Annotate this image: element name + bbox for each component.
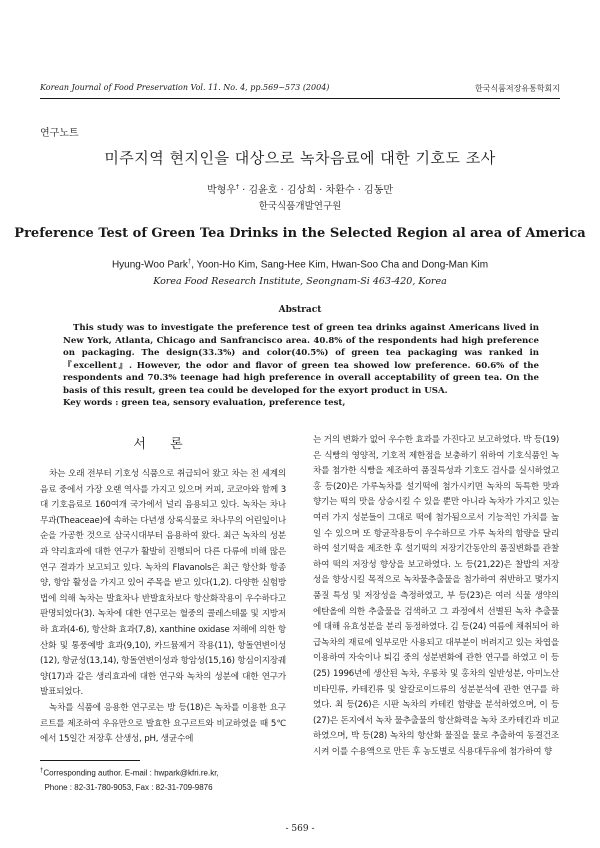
header-rule — [40, 98, 560, 99]
journal-citation: Korean Journal of Food Preservation Vol. 11. No. 4, pp.569~573 (2004) — [40, 83, 330, 92]
running-header — [40, 83, 560, 97]
footnote-phone: Phone : 82-31-780-9053, Fax : 82-31-709-9876 — [44, 782, 213, 792]
introduction-heading: 서 론 — [133, 437, 193, 452]
affiliation-korean: 한국식품개발연구원 — [258, 201, 342, 212]
page-number: - 569 - — [285, 824, 315, 834]
body-paragraph: 녹차를 식품에 응용한 연구로는 방 등(18)은 녹차를 이용한 요구르트를 제조하여 우유만으로 발효한 요구르트와 비교하였을 때 5℃에서 15일간 저장후 산생성, pH, 생균수에 — [40, 702, 286, 745]
title-korean: 미주지역 현지인을 대상으로 녹차음료에 대한 기호도 조사 — [104, 149, 496, 167]
affiliation-english: Korea Food Research Institute, Seongnam-Si 463-420, Korea — [153, 276, 447, 287]
footnote — [40, 764, 286, 795]
body-paragraph: 차는 오래 전부터 기호성 식품으로 취급되어 왔고 차는 전 세계의 음료 중에서 가장 오랜 역사를 가지고 있으며 커피, 코코아와 함께 3대 기호음료로 160여개 국가에서 널리 음용되고 있다. 녹차는 차나무과(Theaceae)에 속하는 다년생 상록식물로 차나무의 어린잎이나 순을 가공한 것으로 삼국시대부터 음용하여 왔다. 최근 녹차의 성분과 약리효과에 대한 연구가 활발히 진행되어 다른 다류에 비해 많은 연구 결과가 보고되고 있다. 녹차의 Flavanols은 최근 항산화 항종양, 항암 활성을 가지고 있어 주목을 받고 있다(1,2). 다양한 실험방법에 의해 녹차는 발효차나 반발효차보다 항산화작용이 우수하다고 판명되었다(3). 녹차에 대한 연구로는 혈중의 콜레스테롤 및 지방저하 효과(4-6), 항산화 효과(7,8), xanthine oxidase 저해에 의한 항산화 및 통풍예방 효과(9,10), 카드뮴제거 작용(11), 항돌연변이성 (12), 항균성(13,14), 항돌연변이성과 항암성(15,16) 항심이지장궤양(17)과 같은 생리효과에 대한 연구와 녹차의 성분에 대한 연구가 발표되었다. — [40, 469, 286, 698]
corresponding-mark-en: † — [187, 259, 192, 265]
other-authors-korean: · 김윤호 · 김상희 · 차환수 · 김동만 — [238, 185, 394, 196]
footnote-rule — [40, 760, 140, 761]
authors-korean — [0, 181, 600, 196]
first-author-korean: 박형우 — [206, 185, 236, 196]
corresponding-mark: † — [235, 183, 239, 191]
title-english: Preference Test of Green Tea Drinks in the Selected Region al area of America — [14, 226, 586, 241]
section-label: 연구노트 — [40, 128, 79, 139]
keywords: Key words : green tea, sensory evaluation, preference test, — [63, 398, 346, 408]
journal-name-korean: 한국식품저장유통학회지 — [474, 84, 560, 93]
other-authors-english: , Yoon-Ho Kim, Sang-Hee Kim, Hwan-Soo Cha and Dong-Man Kim — [191, 259, 489, 271]
body-paragraph: 는 거의 변화가 없어 우수한 효과를 가진다고 보고하였다. 박 등(19)은 식빵의 영양적, 기호적 제한점을 보충하기 위하여 기호식품인 녹차를 첨가한 식빵을 제조하여 품질특성과 기호도 검사를 실시하였고 홍 등(20)은 가루녹차를 설기떡에 첨가시키면 녹차의 독특한 맛과 향기는 떡의 맛을 상승시킬 수 있을 뿐만 아니라 녹차가 가지고 있는 여러 가지 성분들이 그대로 떡에 첨가됨으로서 기능적인 가치를 높일 수 있으며 또 항균작용등이 우수하므로 가루 녹차의 함량을 달리하여 설기떡을 제조한 후 설기떡의 저장기간동안의 품질변화를 관찰하여 떡의 저장성 향상을 보고하였다. 노 등(21,22)은 찰밥의 저장성을 향상시킬 목적으로 녹차물추출물을 첨가하여 취반하고 몇가지 품질 특성 및 저장성을 측정하였고, 부 등(23)은 여러 식물 생약의 에탄올에 의한 추출물을 검색하고 그 과정에서 선별된 녹차 추출물에 대해 유효성분을 분리 동정하였다. 김 등(24) 여름에 채취되어 하급녹차의 재료에 일부로만 사용되고 대부분이 버려지고 있는 차엽을 이용하여 자숙이나 퇴김 중의 성분변화에 관한 연구를 하였고 이 등(25) 1996년에 생산된 녹차, 우롱차 및 홍차의 일반성분, 아미노산 비타민류, 카테킨류 및 알칼로이드류의 성분분석에 관한 연구를 하였다. 최 등(26)은 시판 녹차의 카테킨 함량을 분석하였으며, 이 등(27)은 돈지에서 녹차 물추출물의 항산화력을 녹차 조카테킨과 비교하였으며, 박 등(28) 녹차의 항산화 물질을 물로 추출하여 동결건조시켜 이를 수용액으로 만든 후 농도별로 식용대두유에 첨가하여 향 — [313, 435, 559, 757]
right-column — [313, 433, 559, 760]
authors-english — [0, 259, 600, 270]
footnote-email: †Corresponding author. E-mail : hwpark@kfri.re.kr, — [40, 768, 219, 778]
first-author-english: Hyung-Woo Park — [111, 259, 188, 271]
footnote-mark: † — [40, 768, 44, 774]
abstract-heading: Abstract — [278, 305, 322, 315]
left-column — [40, 433, 286, 748]
abstract-text: This study was to investigate the preference test of green tea drinks against Americans lived in New York, Atlanta, Chicago and Sanfrancisco area. 40.8% of the respondents had high preference on packaging. The design(33.3%) and color(40.5%) of green tea packaging was ranked in 『excellent』. However, the odor and flavor of green tea showed low preference. 60.6% of the respondents and 70.3% teenage had high preference in overall acceptability of green tea. On the basis of this result, green tea could be developed for the exyort product in USA. — [63, 323, 539, 396]
